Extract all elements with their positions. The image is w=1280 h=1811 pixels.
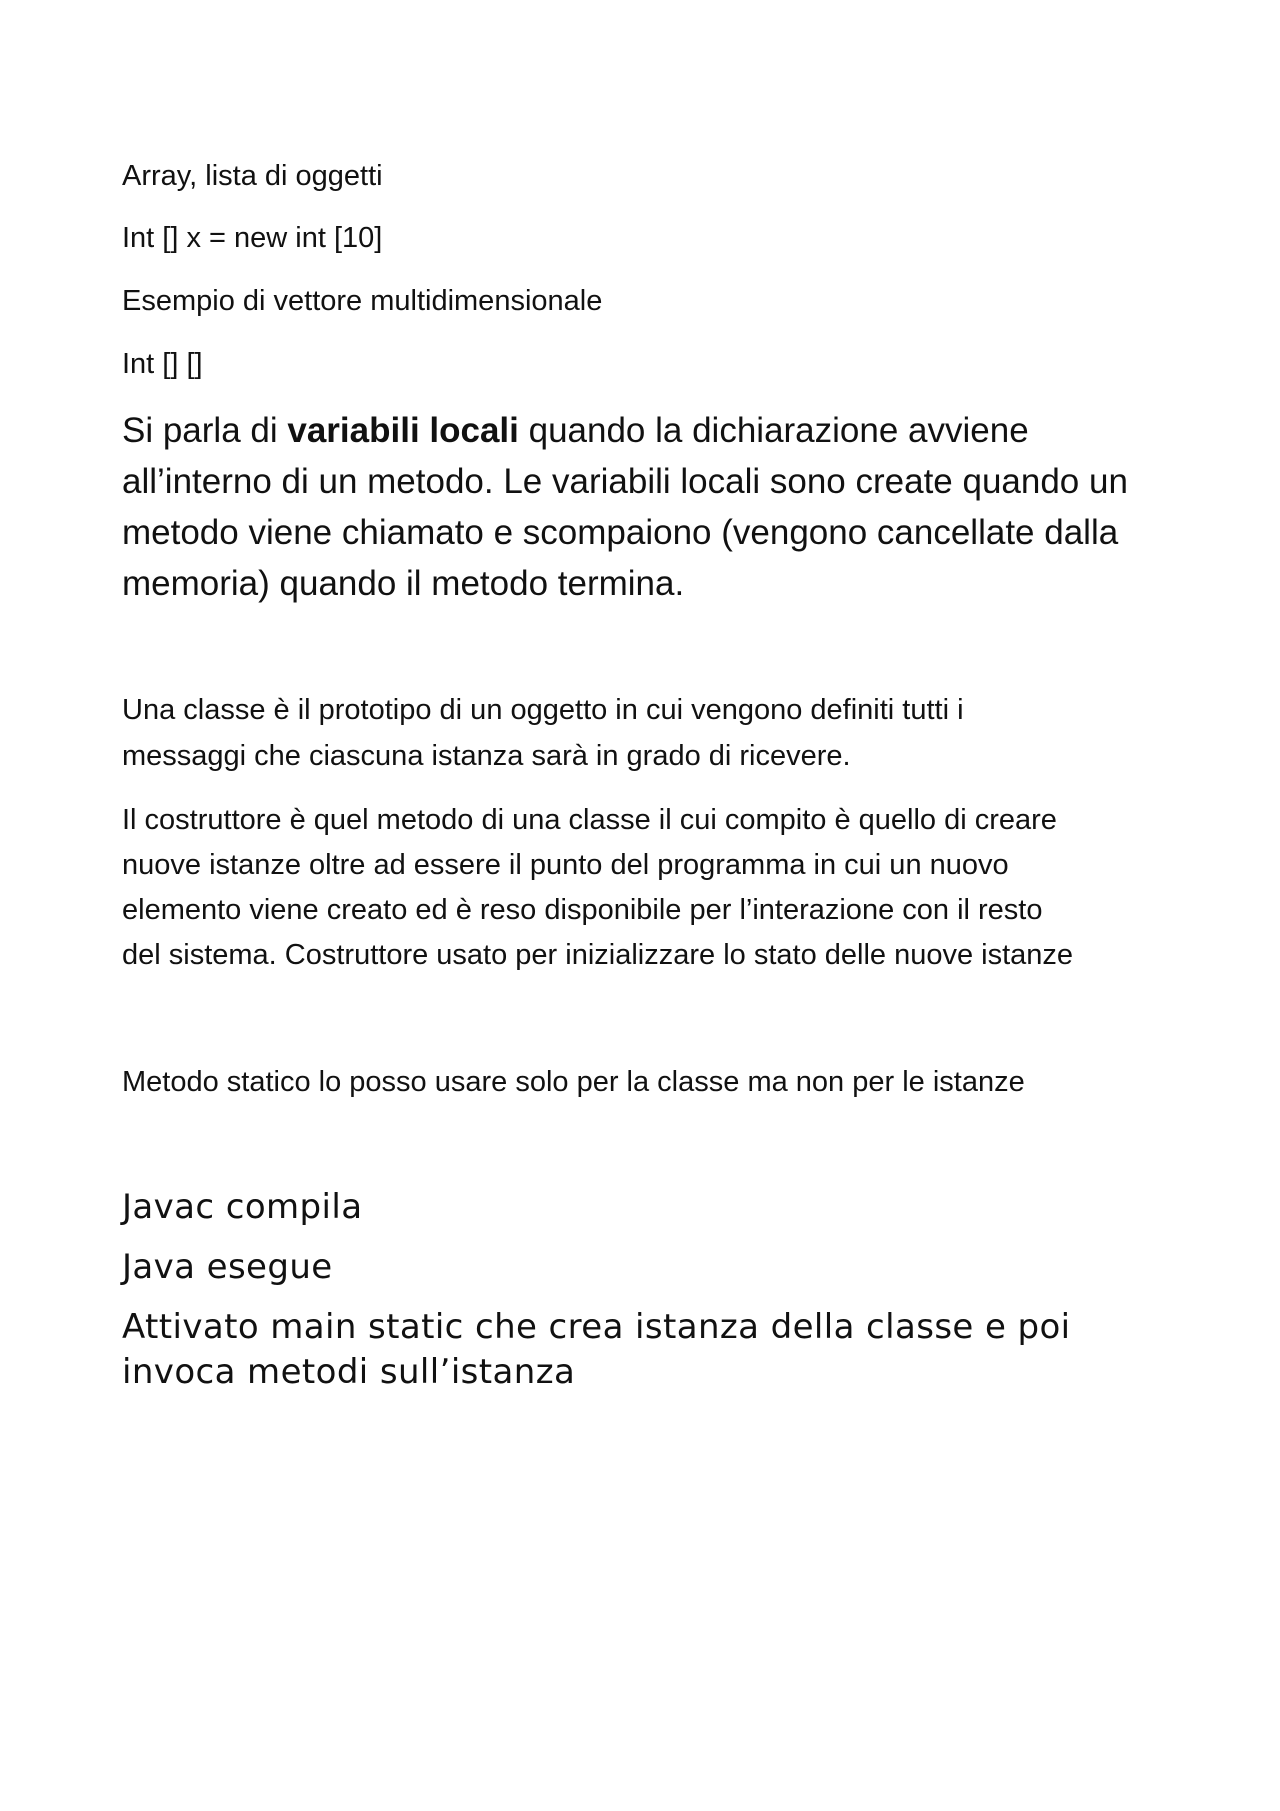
text-line: Metodo statico lo posso usare solo per la classe ma non per le istanze — [122, 1066, 1025, 1098]
text-line: Int [] x = new int [10] — [122, 222, 383, 254]
local-variables-paragraph — [122, 405, 1029, 456]
text-line: Attivato main static che crea istanza della classe e poi — [122, 1307, 1071, 1347]
text-line: nuove istanze oltre ad essere il punto del programma in cui un nuovo — [122, 849, 1009, 881]
text-line: all’interno di un metodo. Le variabili locali sono create quando un — [122, 462, 1128, 501]
text-line: Javac compila — [122, 1187, 363, 1227]
text-line: del sistema. Costruttore usato per inizializzare lo stato delle nuove istanze — [122, 939, 1074, 971]
text-line: invoca metodi sull’istanza — [122, 1352, 576, 1392]
text-line: elemento viene creato ed è reso disponibile per l’interazione con il resto — [122, 894, 1043, 926]
text-span: Si parla di — [122, 411, 288, 450]
text-line: messaggi che ciascuna istanza sarà in grado di ricevere. — [122, 740, 851, 772]
text-line: Il costruttore è quel metodo di una classe il cui compito è quello di creare — [122, 804, 1057, 836]
text-span: quando la dichiarazione avviene — [518, 411, 1029, 450]
bold-term: variabili locali — [287, 411, 519, 450]
text-line: Una classe è il prototipo di un oggetto in cui vengono definiti tutti i — [122, 694, 964, 726]
text-line: metodo viene chiamato e scompaiono (vengono cancellate dalla — [122, 513, 1119, 552]
text-line: Java esegue — [122, 1247, 333, 1287]
text-line: Array, lista di oggetti — [122, 160, 383, 192]
text-line: memoria) quando il metodo termina. — [122, 564, 685, 603]
text-line: Int [] [] — [122, 348, 203, 380]
text-line: Esempio di vettore multidimensionale — [122, 285, 603, 317]
